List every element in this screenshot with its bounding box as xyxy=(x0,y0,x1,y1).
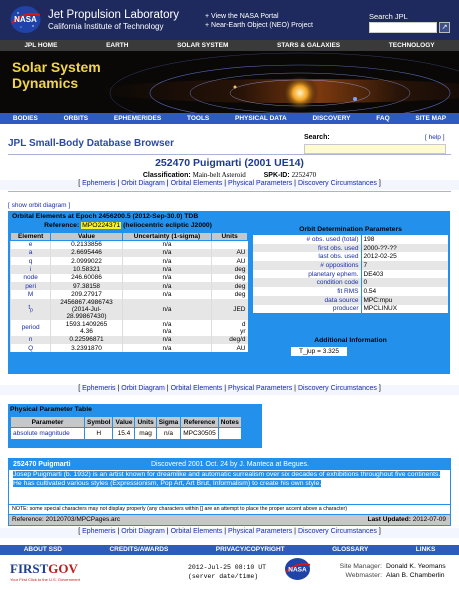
table-row xyxy=(11,274,248,282)
search-jpl-input[interactable] xyxy=(369,22,437,33)
physical-parameters-table xyxy=(10,416,242,440)
element-units: AU xyxy=(212,257,248,265)
column-header: Parameter xyxy=(11,417,85,428)
nasa-logo-icon[interactable] xyxy=(9,5,42,34)
divider xyxy=(8,154,451,155)
quick-link-orbital-elements[interactable]: Orbital Elements xyxy=(170,385,223,392)
firstgov-logo-part2: GOV xyxy=(48,561,78,576)
element-value: 246.60086 xyxy=(51,274,123,282)
element-link[interactable]: peri xyxy=(11,282,51,290)
header-links xyxy=(205,12,355,30)
quick-link-orbit-diagram[interactable]: Orbit Diagram xyxy=(121,385,165,392)
sbdb-search-label: Search: xyxy=(304,134,330,141)
parameter-sigma: n/a xyxy=(156,428,181,440)
element-value: 209.27917 xyxy=(51,290,123,298)
element-link[interactable]: n xyxy=(11,336,51,344)
quick-links: [ Ephemeris | Orbit Diagram | Orbital Elements | Physical Parameters | Discovery Circumstances ] xyxy=(0,385,459,395)
od-label-link[interactable]: producer xyxy=(253,305,361,314)
od-value: 0 xyxy=(361,278,448,287)
last-updated-label: Last Updated: xyxy=(367,516,411,523)
footer-glossary[interactable]: GLOSSARY xyxy=(332,546,369,553)
element-uncertainty: n/a xyxy=(122,299,211,320)
od-label-link[interactable]: condition code xyxy=(253,278,361,287)
ssd-banner xyxy=(0,51,459,113)
element-uncertainty xyxy=(122,320,211,336)
banner-title-line2: Dynamics xyxy=(12,75,79,91)
banner-title-line1: Solar System xyxy=(12,59,101,75)
column-header: Uncertainty (1-sigma) xyxy=(122,233,211,241)
quick-links: [ Ephemeris | Orbit Diagram | Orbital Elements | Physical Parameters | Discovery Circumstances ] xyxy=(0,528,459,538)
column-header: Sigma xyxy=(156,417,181,428)
quick-link-discovery[interactable]: Discovery Circumstances xyxy=(297,385,377,392)
discovery-reference-bar xyxy=(9,515,450,525)
element-link[interactable]: node xyxy=(11,274,51,282)
physical-parameters-title: Physical Parameter Table xyxy=(10,406,92,413)
element-units: deg xyxy=(212,290,248,298)
element-units: deg/d xyxy=(212,336,248,344)
discovery-reference: 20120703/MPCPages.arc xyxy=(45,516,121,523)
jpl-title[interactable]: Jet Propulsion Laboratory xyxy=(48,9,180,21)
nasa-logo-text: NASA xyxy=(14,15,37,24)
spk-id-value: 2252470 xyxy=(291,171,317,179)
parameter-reference: MPC30505 xyxy=(181,428,219,440)
nasa-logo-text: NASA xyxy=(288,566,307,574)
nasa-portal-link[interactable]: + View the NASA Portal xyxy=(205,13,279,20)
nav-earth[interactable]: EARTH xyxy=(106,42,129,49)
column-header: Reference xyxy=(181,417,219,428)
last-updated xyxy=(368,515,446,525)
table-row xyxy=(253,244,448,253)
subnav-site-map[interactable]: SITE MAP xyxy=(415,115,447,122)
element-units: AU xyxy=(212,249,248,257)
special-characters-note: NOTE: some special characters may not display properly (any characters within [] are an attempt to place the proper accent above a character) xyxy=(9,505,450,514)
element-value: 2.6695446 xyxy=(51,249,123,257)
server-time: 2012-Jul-25 08:10 UT (server date/time) xyxy=(188,564,267,580)
od-value: DE403 xyxy=(361,270,448,279)
last-updated-date: 2012-07-09 xyxy=(412,516,446,523)
od-label-link[interactable]: data source xyxy=(253,296,361,305)
search-go-icon[interactable]: ↗ xyxy=(439,22,450,33)
ssd-navigation xyxy=(0,113,459,124)
quick-link-physical-parameters[interactable]: Physical Parameters xyxy=(228,528,293,535)
nasa-logo-icon[interactable] xyxy=(284,557,311,581)
discovery-citation-box xyxy=(9,470,450,504)
footer-about-ssd[interactable]: ABOUT SSD xyxy=(23,546,62,553)
od-label-link[interactable]: # oppositions xyxy=(253,261,361,270)
site-header xyxy=(0,0,459,40)
discovery-citation xyxy=(13,471,446,488)
quick-link-discovery[interactable]: Discovery Circumstances xyxy=(297,528,377,535)
element-value: 0.22596871 xyxy=(51,336,123,344)
top-navigation xyxy=(0,40,459,51)
subnav-discovery[interactable]: DISCOVERY xyxy=(312,115,351,122)
show-orbit-diagram-link[interactable]: [ show orbit diagram ] xyxy=(8,202,71,209)
element-value xyxy=(51,320,123,336)
table-header-row xyxy=(11,233,248,241)
subnav-ephemerides[interactable]: EPHEMERIDES xyxy=(113,115,162,122)
element-value xyxy=(51,299,123,320)
element-link[interactable]: $t_p$ xyxy=(11,299,51,320)
table-row xyxy=(11,290,248,298)
tjup-value: T_jup = 3.325 xyxy=(291,347,347,356)
table-row xyxy=(11,241,248,249)
discovery-object-name: 252470 Puigmarti xyxy=(13,461,71,468)
element-units: deg xyxy=(212,282,248,290)
element-uncertainty: n/a xyxy=(122,265,211,273)
parameter-notes xyxy=(218,428,241,440)
help-link[interactable]: [ help ] xyxy=(425,134,445,141)
orbital-elements-heading: Orbital Elements at Epoch 2456200.5 (2012-Sep-30.0) TDB xyxy=(12,213,199,220)
element-units xyxy=(212,241,248,249)
site-manager-name: Donald K. Yeomans xyxy=(386,563,446,570)
element-uncertainty: n/a xyxy=(122,257,211,265)
site-manager-label: Site Manager: xyxy=(339,563,382,570)
od-label-link[interactable]: last obs. used xyxy=(253,252,361,261)
units-days: d xyxy=(241,320,246,328)
column-header: Symbol xyxy=(85,417,113,428)
element-uncertainty: n/a xyxy=(122,336,211,344)
od-value: MPC:mpu xyxy=(361,296,448,305)
nav-stars-galaxies[interactable]: STARS & GALAXIES xyxy=(277,42,341,49)
quick-link-ephemeris[interactable]: Ephemeris xyxy=(82,528,116,535)
subnav-orbits[interactable]: ORBITS xyxy=(63,115,89,122)
table-row xyxy=(11,344,248,352)
column-header: Notes xyxy=(218,417,241,428)
element-link[interactable]: period xyxy=(11,320,51,336)
table-row xyxy=(253,287,448,296)
page-title: JPL Small-Body Database Browser xyxy=(8,138,174,149)
od-label-link[interactable]: first obs. used xyxy=(253,244,361,253)
citation-text: Josep Puigmarti (b. 1932) is an artist known for dreamlike and automatic surrealism over six decades of exhibitions throughout five continents. He has cultivated various styles (Expressionism, Pop Art, Art Brut, Informalism) to create his own style. xyxy=(13,471,441,487)
quick-link-ephemeris[interactable]: Ephemeris xyxy=(82,385,116,392)
uncertainty-days: n/a xyxy=(162,320,172,328)
discovery-panel xyxy=(8,458,451,526)
jpl-subtitle: California Institute of Technology xyxy=(48,22,164,31)
units-years: yr xyxy=(240,327,246,335)
orbit-determination-table xyxy=(253,235,448,313)
classification-label: Classification: xyxy=(142,172,191,179)
od-value: 2012-02-25 xyxy=(361,252,448,261)
element-value: 2.0999022 xyxy=(51,257,123,265)
element-value: 97.38158 xyxy=(51,282,123,290)
footer-navigation xyxy=(0,545,459,555)
tp-jd: 2456867.4986743 xyxy=(60,298,113,306)
table-row xyxy=(11,428,242,440)
table-row xyxy=(253,235,448,244)
object-title: 252470 Puigmarti (2001 UE14) xyxy=(155,157,304,169)
subnav-faq[interactable]: FAQ xyxy=(376,115,390,122)
table-row xyxy=(11,299,248,320)
quick-link-ephemeris[interactable]: Ephemeris xyxy=(82,180,116,187)
quick-links: [ Ephemeris | Orbit Diagram | Orbital Elements | Physical Parameters | Discovery Circumstances ] xyxy=(0,180,459,190)
orbital-reference xyxy=(8,222,248,229)
table-row xyxy=(253,252,448,261)
quick-link-physical-parameters[interactable]: Physical Parameters xyxy=(228,180,293,187)
table-row xyxy=(11,320,248,336)
element-link[interactable]: M xyxy=(11,290,51,298)
element-link[interactable]: a xyxy=(11,249,51,257)
element-uncertainty: n/a xyxy=(122,241,211,249)
table-row xyxy=(11,265,248,273)
quick-link-physical-parameters[interactable]: Physical Parameters xyxy=(228,385,293,392)
classification-line xyxy=(0,171,459,179)
element-value: 3.2391870 xyxy=(51,344,123,352)
table-header-row xyxy=(11,417,242,428)
element-link[interactable]: q xyxy=(11,257,51,265)
firstgov-logo[interactable] xyxy=(10,561,78,577)
discovery-reference-label: Reference: xyxy=(12,516,44,523)
firstgov-logo-part1: FIRST xyxy=(10,561,49,576)
element-units: JED xyxy=(212,299,248,320)
element-uncertainty: n/a xyxy=(122,249,211,257)
table-row xyxy=(11,249,248,257)
subnav-physical-data[interactable]: PHYSICAL DATA xyxy=(235,115,287,122)
discovery-header xyxy=(9,459,450,469)
parameter-units: mag xyxy=(135,428,156,440)
sbdb-search-input[interactable] xyxy=(304,144,446,154)
table-row xyxy=(253,261,448,270)
footer-links[interactable]: LINKS xyxy=(415,546,436,553)
table-row xyxy=(11,257,248,265)
footer-privacy-copyright[interactable]: PRIVACY/COPYRIGHT xyxy=(215,546,285,553)
orbital-elements-table xyxy=(10,232,248,352)
subnav-bodies[interactable]: BODIES xyxy=(12,115,38,122)
additional-info-title: Additional Information xyxy=(314,337,387,344)
orbital-reference-label: Reference: xyxy=(44,222,80,229)
tp-date: (2014-Jul-28.99867430) xyxy=(66,305,107,320)
firstgov-tagline: Your First Click to the U.S. Government xyxy=(10,577,80,582)
divider xyxy=(8,191,451,192)
element-value: 10.58321 xyxy=(51,265,123,273)
parameter-link[interactable]: absolute magnitude xyxy=(11,428,85,440)
element-uncertainty: n/a xyxy=(122,274,211,282)
nav-jpl-home[interactable]: JPL HOME xyxy=(24,42,58,49)
quick-link-discovery[interactable]: Discovery Circumstances xyxy=(297,180,377,187)
od-label-link[interactable]: planetary ephem. xyxy=(253,270,361,279)
webmaster-name: Alan B. Chamberlin xyxy=(386,572,445,579)
column-header: Value xyxy=(113,417,135,428)
parameter-symbol: H xyxy=(85,428,113,440)
element-uncertainty: n/a xyxy=(122,290,211,298)
table-row xyxy=(11,336,248,344)
element-units: deg xyxy=(212,274,248,282)
footer-credits-awards[interactable]: CREDITS/AWARDS xyxy=(109,546,169,553)
element-uncertainty: n/a xyxy=(122,344,211,352)
period-days: 1593.1409265 xyxy=(65,320,108,328)
physical-parameters-panel xyxy=(8,404,262,448)
element-link[interactable]: Q xyxy=(11,344,51,352)
uncertainty-years: n/a xyxy=(162,327,172,335)
quick-link-orbital-elements[interactable]: Orbital Elements xyxy=(170,528,223,535)
orbit-determination-panel xyxy=(253,226,448,322)
table-row xyxy=(253,296,448,305)
quick-link-orbit-diagram[interactable]: Orbit Diagram xyxy=(121,528,165,535)
od-value: 198 xyxy=(361,235,448,244)
column-header: Element xyxy=(11,233,51,241)
element-units: AU xyxy=(212,344,248,352)
neo-project-link[interactable]: + Near-Earth Object (NEO) Project xyxy=(205,22,313,29)
column-header: Value xyxy=(51,233,123,241)
orbital-reference-frame: (heliocentric ecliptic J2000) xyxy=(123,222,212,229)
column-header: Units xyxy=(135,417,156,428)
period-years: 4.36 xyxy=(80,327,93,335)
orbit-determination-title: Orbit Determination Parameters xyxy=(299,226,402,233)
table-row xyxy=(253,270,448,279)
table-row xyxy=(11,282,248,290)
element-units: deg xyxy=(212,265,248,273)
parameter-value: 15.4 xyxy=(113,428,135,440)
discovery-circumstances: Discovered 2001 Oct. 24 by J. Manteca at Begues. xyxy=(151,461,309,468)
subnav-tools[interactable]: TOOLS xyxy=(186,115,210,122)
od-value: 7 xyxy=(361,261,448,270)
spk-id-label: SPK-ID: xyxy=(263,172,290,179)
quick-link-orbital-elements[interactable]: Orbital Elements xyxy=(170,180,223,187)
classification-value: Main-belt Asteroid xyxy=(192,171,246,179)
element-link[interactable]: e xyxy=(11,241,51,249)
table-row xyxy=(253,305,448,314)
orbital-reference-link[interactable]: MPO224371 xyxy=(82,222,121,229)
search-jpl-label: Search JPL xyxy=(369,12,408,21)
od-label-link[interactable]: fit RMS xyxy=(253,287,361,296)
orbital-elements-panel xyxy=(8,211,450,374)
nav-technology[interactable]: TECHNOLOGY xyxy=(388,42,435,49)
od-label-link[interactable]: # obs. used (total) xyxy=(253,235,361,244)
quick-link-orbit-diagram[interactable]: Orbit Diagram xyxy=(121,180,165,187)
table-row xyxy=(253,278,448,287)
element-units xyxy=(212,320,248,336)
webmaster-link[interactable]: Webmaster: xyxy=(345,572,382,579)
od-value: MPCLINUX xyxy=(361,305,448,314)
element-uncertainty: n/a xyxy=(122,282,211,290)
element-value: 0.2133856 xyxy=(51,241,123,249)
od-value: 0.54 xyxy=(361,287,448,296)
od-value: 2000-??-?? xyxy=(361,244,448,253)
element-link[interactable]: i xyxy=(11,265,51,273)
nav-solar-system[interactable]: SOLAR SYSTEM xyxy=(177,42,229,49)
column-header: Units xyxy=(212,233,248,241)
site-credits xyxy=(318,562,446,580)
